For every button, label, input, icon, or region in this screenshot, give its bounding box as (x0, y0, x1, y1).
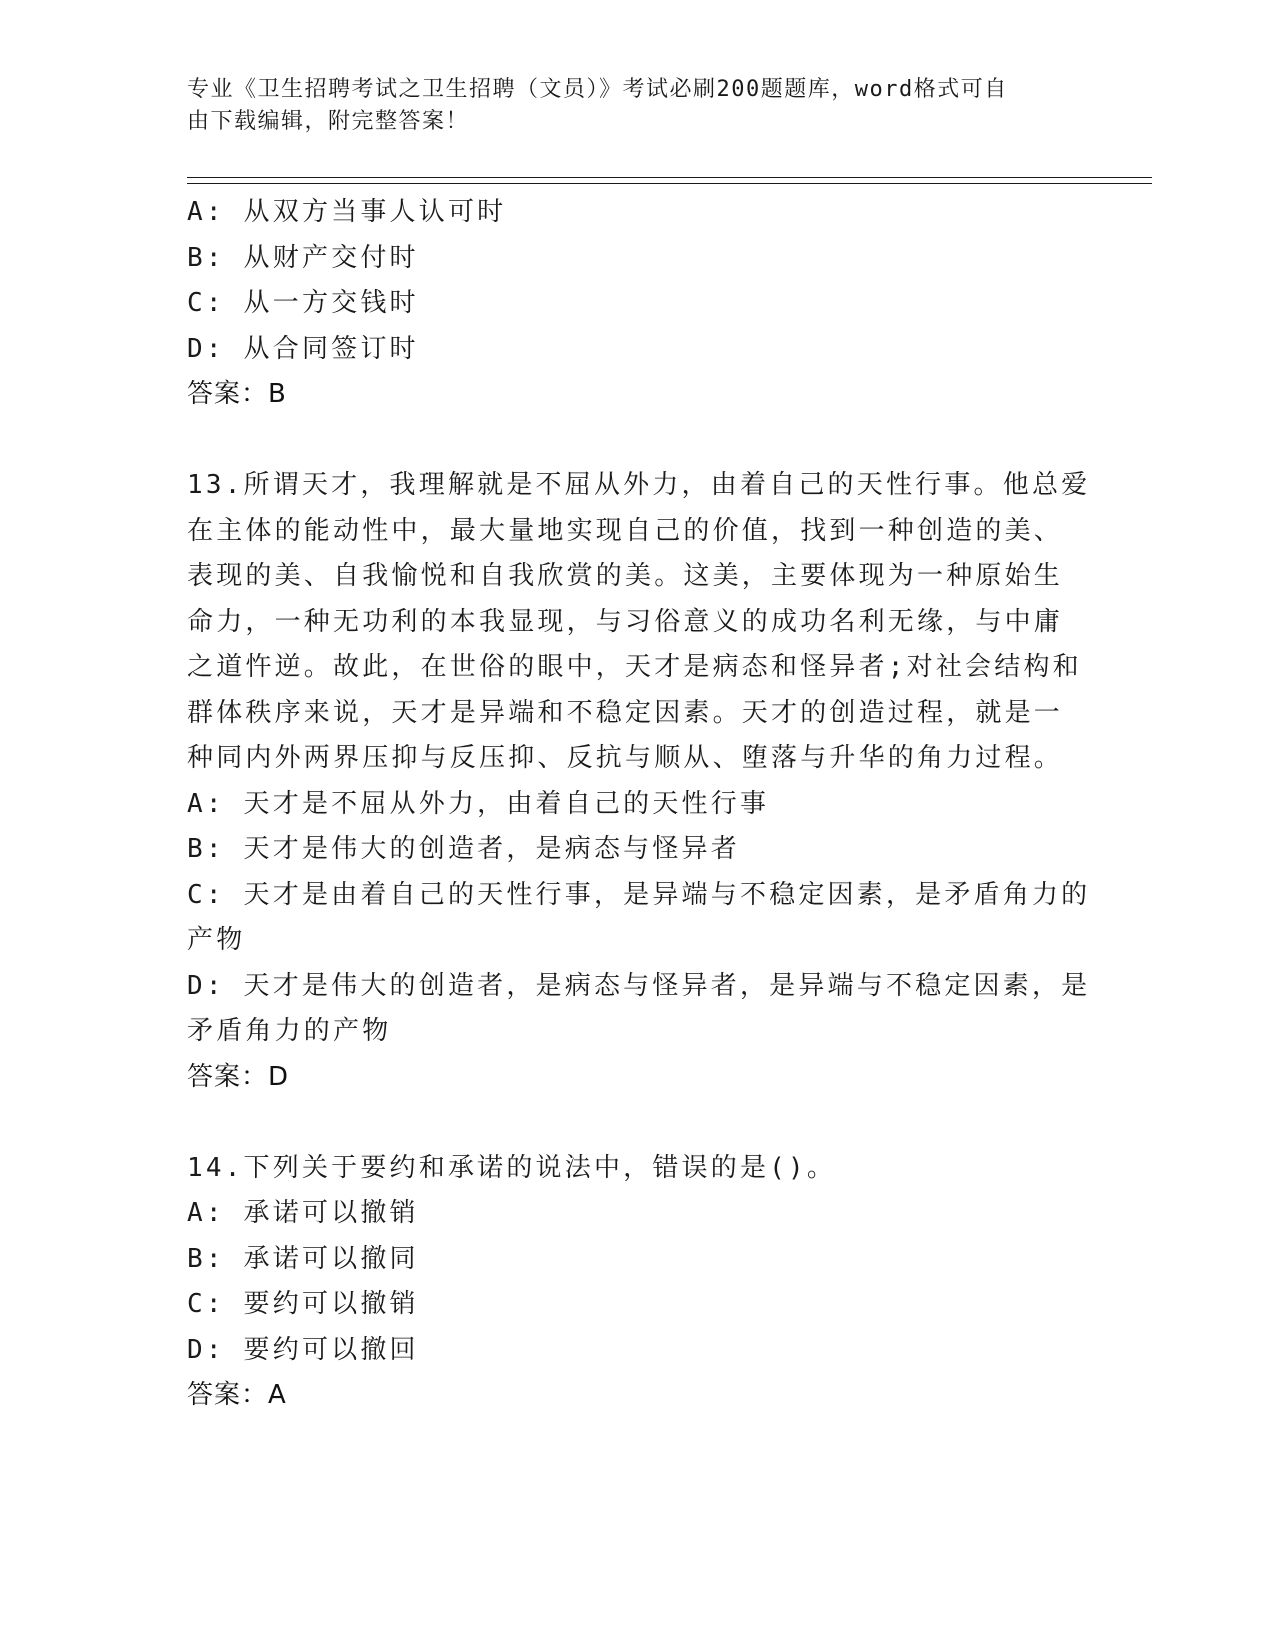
q14-option-a: A: 承诺可以撤销 (187, 1198, 419, 1228)
q14-option-c: C: 要约可以撤销 (187, 1289, 419, 1319)
q13-question-line: 之道忤逆。故此，在世俗的眼中，天才是病态和怪异者;对社会结构和 (187, 652, 1082, 682)
q13-question-line: 在主体的能动性中，最大量地实现自己的价值，找到一种创造的美、 (187, 515, 1064, 546)
q13-option-d: D: 天才是伟大的创造者，是病态与怪异者，是异端与不稳定因素，是 (187, 970, 1091, 1001)
header-line-2: 由下载编辑，附完整答案！ (187, 109, 470, 134)
q14-answer: 答案：A (187, 1380, 287, 1410)
q12-option-d: D: 从合同签订时 (187, 333, 419, 364)
q13-option-c: C: 天才是由着自己的天性行事，是异端与不稳定因素，是矛盾角力的 (187, 879, 1091, 910)
q13-option-a: A: 天才是不屈从外力，由着自己的天性行事 (187, 788, 770, 819)
q12-answer: 答案：B (187, 379, 287, 409)
question-14-block (187, 1146, 1087, 1419)
question-13-block (187, 463, 1091, 1100)
spacer (187, 418, 1087, 464)
q12-option-b: B: 从财产交付时 (187, 242, 419, 273)
q12-option-a: A: 从双方当事人认可时 (187, 197, 507, 227)
q13-option-b: B: 天才是伟大的创造者，是病态与怪异者 (187, 834, 740, 864)
q13-question-line: 命力，一种无功利的本我显现，与习俗意义的成功名利无缘，与中庸 (187, 606, 1064, 637)
q14-question: 14.下列关于要约和承诺的说法中，错误的是()。 (187, 1152, 837, 1183)
document-body (187, 190, 1091, 1419)
q14-option-d: D: 要约可以撤回 (187, 1334, 419, 1365)
q13-question-line: 13.所谓天才，我理解就是不屈从外力，由着自己的天性行事。他总爱 (187, 470, 1091, 500)
q13-answer: 答案：D (187, 1061, 290, 1092)
header-divider-top (187, 177, 1152, 178)
q12-option-c: C: 从一方交钱时 (187, 288, 419, 318)
q14-option-b: B: 承诺可以撤同 (187, 1243, 419, 1274)
q13-option-d-continued: 矛盾角力的产物 (187, 1016, 392, 1046)
spacer (187, 1100, 1087, 1146)
q13-question-line: 表现的美、自我愉悦和自我欣赏的美。这美，主要体现为一种原始生 (187, 561, 1064, 591)
header-line-1: 专业《卫生招聘考试之卫生招聘（文员）》考试必刷200题题库，word格式可自 (187, 77, 1008, 102)
header-divider-bottom (187, 183, 1152, 184)
q13-option-c-continued: 产物 (187, 925, 246, 955)
document-header (187, 74, 1067, 138)
question-12-block (187, 190, 1087, 418)
q13-question-line: 群体秩序来说，天才是异端和不稳定因素。天才的创造过程，就是一 (187, 697, 1064, 728)
q13-question-line: 种同内外两界压抑与反压抑、反抗与顺从、堕落与升华的角力过程。 (187, 743, 1064, 773)
